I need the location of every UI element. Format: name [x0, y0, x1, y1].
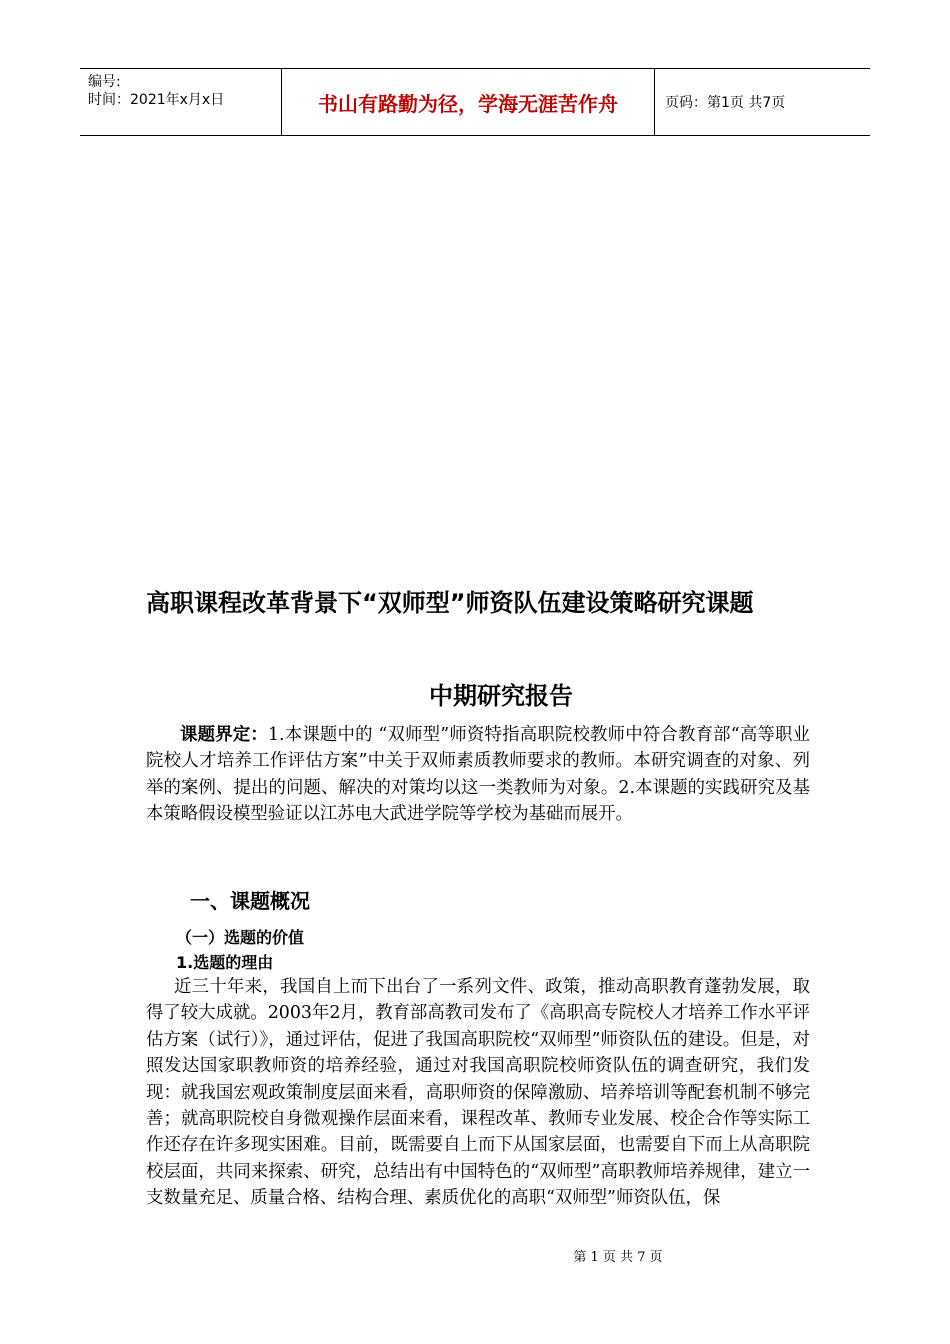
item-heading: 1.选题的理由 — [176, 953, 274, 972]
page-footer: 第 1 页 共 7 页 — [573, 1250, 663, 1265]
header-motto: 书山有路勤为径，学海无涯苦作舟 — [282, 69, 655, 135]
body-paragraph: 近三十年来，我国自上而下出台了一系列文件、政策，推动高职教育蓬勃发展，取得了较大成就。2003年2月，教育部高教司发布了《高职高专院校人才培养工作水平评估方案（试行）》，通过评估，促进了我国高职院校“双师型”师资队伍的建设。但是，对照发达国家职教师资的培养经验，通过对我国高职院校师资队伍的调查研究，我们发现：就我国宏观政策制度层面来看，高职师资的保障激励、培养培训等配套机制不够完善；就高职院校自身微观操作层面来看，课程改革、教师专业发展、校企合作等实际工作还存在许多现实困难。目前，既需要自上而下从国家层面，也需要自下而上从高职院校层面，共同来探索、研究，总结出有中国特色的“双师型”高职教师培养规律，建立一支数量充足、质量合格、结构合理、素质优化的高职“双师型”师资队伍，保 — [146, 977, 810, 1209]
intro-label: 课题界定： — [180, 725, 268, 745]
header-time-label: 时间：2021年x月x日 — [88, 92, 225, 108]
header-number-label: 编号: — [88, 74, 121, 90]
subsection-heading: （一）选题的价值 — [176, 928, 305, 947]
section-heading: 一、课题概况 — [190, 889, 310, 913]
header-page-info: 页码：第1页 共7页 — [665, 95, 786, 111]
header-meta — [80, 69, 282, 135]
intro-text: 1.本课题中的 “双师型”师资特指高职院校教师中符合教育部“高等职业院校人才培养工作评估方案”中关于双师素质教师要求的教师。本研究调查的对象、列举的案例、提出的问题、解决的对策均以这一类教师为对象。2.本课题的实践研究及基本策略假设模型验证以江苏电大武进学院等学校为基础而展开。 — [146, 725, 810, 825]
intro-paragraph — [146, 722, 810, 828]
page-header — [80, 68, 870, 136]
document-title: 高职课程改革背景下“双师型”师资队伍建设策略研究课题 — [146, 589, 754, 617]
document-subtitle: 中期研究报告 — [429, 682, 573, 710]
